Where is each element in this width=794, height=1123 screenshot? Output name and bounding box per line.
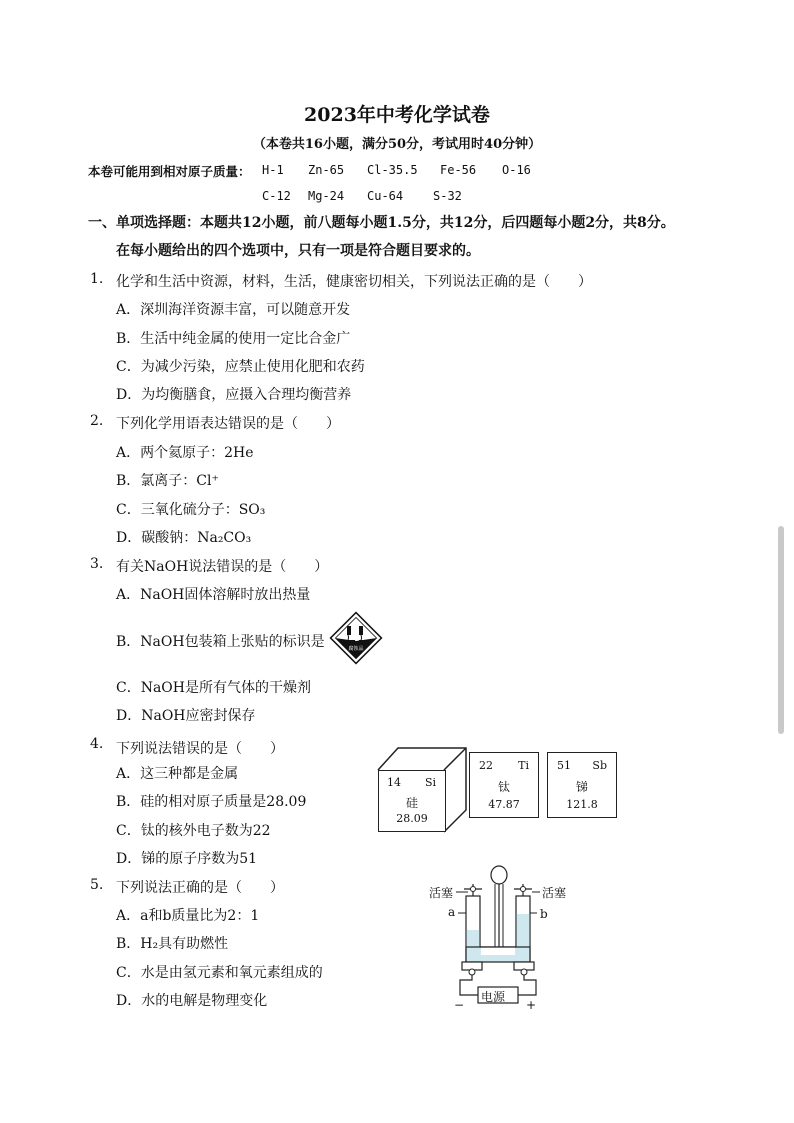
element-symbol: Sb bbox=[592, 759, 607, 772]
question-option: C．钛的核外电子数为22 bbox=[116, 823, 271, 839]
question-number: 5. bbox=[90, 877, 104, 893]
question-option: D．为均衡膳食，应摄入合理均衡营养 bbox=[116, 387, 352, 403]
element-number: 14 bbox=[387, 776, 401, 789]
question-option: D．NaOH应密封保存 bbox=[116, 708, 256, 724]
question-number: 3. bbox=[90, 556, 104, 572]
question-option: B．NaOH包装箱上张贴的标识是 bbox=[116, 634, 325, 650]
question-option: A．这三种都是金属 bbox=[116, 766, 239, 782]
question-option: D．碳酸钠：Na₂CO₃ bbox=[116, 530, 252, 546]
element-mass: 28.09 bbox=[396, 812, 428, 825]
atomic-mass-item: Fe-56 bbox=[440, 163, 477, 177]
question-option: A．NaOH固体溶解时放出热量 bbox=[116, 587, 311, 603]
question-number: 1. bbox=[90, 271, 104, 287]
question-option: C．水是由氢元素和氧元素组成的 bbox=[116, 965, 323, 981]
question-option: B．氯离子：Cl⁺ bbox=[116, 473, 219, 489]
question-option: A．a和b质量比为2：1 bbox=[116, 908, 260, 924]
element-cell-sb bbox=[547, 752, 617, 818]
element-cell-ti bbox=[469, 752, 539, 818]
atomic-mass-item: C-12 bbox=[262, 189, 291, 203]
power-supply-label: 电源 bbox=[481, 990, 506, 1004]
vertical-scrollbar[interactable] bbox=[778, 526, 784, 734]
hazard-label: 腐蚀品 bbox=[348, 646, 364, 652]
element-mass: 47.87 bbox=[488, 798, 520, 811]
element-symbol: Si bbox=[424, 776, 436, 789]
question-option: C．NaOH是所有气体的干燥剂 bbox=[116, 680, 311, 696]
question-option: B．H₂具有助燃性 bbox=[116, 936, 229, 952]
corrosive-hazard-icon bbox=[328, 610, 384, 670]
valve-label-right: 活塞 bbox=[542, 886, 567, 900]
element-number: 51 bbox=[557, 759, 571, 772]
section-heading: 一、单项选择题：本题共12小题，前八题每小题1.5分，共12分，后四题每小题2分，共8分。 bbox=[88, 215, 675, 231]
question-option: D．水的电解是物理变化 bbox=[116, 993, 268, 1009]
element-cell-si bbox=[378, 770, 446, 832]
element-symbol: Ti bbox=[518, 759, 529, 772]
question-stem: 下列化学用语表达错误的是（ ） bbox=[116, 416, 340, 432]
positive-terminal-label: + bbox=[526, 998, 537, 1012]
valve-label-left: 活塞 bbox=[429, 886, 454, 900]
question-option: C．三氧化硫分子：SO₃ bbox=[116, 502, 266, 518]
question-option: D．锑的原子序数为51 bbox=[116, 851, 258, 867]
question-option: A．两个氦原子：2He bbox=[116, 445, 254, 461]
atomic-mass-item: Zn-65 bbox=[308, 163, 345, 177]
question-number: 4. bbox=[90, 736, 104, 752]
question-option: A．深圳海洋资源丰富，可以随意开发 bbox=[116, 302, 351, 318]
page-title: 2023年中考化学试卷 bbox=[304, 104, 490, 126]
question-stem: 有关NaOH说法错误的是（ ） bbox=[116, 559, 329, 575]
atomic-mass-item: Cl-35.5 bbox=[367, 163, 418, 177]
element-name: 硅 bbox=[405, 796, 418, 810]
element-number: 22 bbox=[479, 759, 493, 772]
atomic-mass-label: 本卷可能用到相对原子质量： bbox=[88, 164, 251, 179]
question-stem: 下列说法错误的是（ ） bbox=[116, 741, 284, 757]
question-stem: 化学和生活中资源，材料，生活，健康密切相关，下列说法正确的是（ ） bbox=[116, 274, 592, 290]
atomic-mass-item: Cu-64 bbox=[367, 189, 404, 203]
element-name: 钛 bbox=[497, 780, 510, 794]
question-number: 2. bbox=[90, 413, 104, 429]
atomic-mass-item: Mg-24 bbox=[308, 189, 345, 203]
tube-label-a: a bbox=[448, 905, 456, 919]
element-name: 锑 bbox=[575, 780, 588, 794]
atomic-mass-item: O-16 bbox=[502, 163, 531, 177]
question-option: C．为减少污染，应禁止使用化肥和农药 bbox=[116, 359, 365, 375]
question-option: B．硅的相对原子质量是28.09 bbox=[116, 794, 307, 810]
page-subtitle: （本卷共16小题，满分50分，考试用时40分钟） bbox=[252, 137, 542, 152]
section-instruction: 在每小题给出的四个选项中，只有一项是符合题目要求的。 bbox=[116, 243, 480, 259]
negative-terminal-label: − bbox=[454, 998, 465, 1012]
tube-label-b: b bbox=[540, 907, 548, 921]
question-option: B．生活中纯金属的使用一定比合金广 bbox=[116, 331, 351, 347]
atomic-mass-item: H-1 bbox=[262, 163, 284, 177]
atomic-mass-item: S-32 bbox=[433, 189, 462, 203]
element-mass: 121.8 bbox=[566, 798, 598, 811]
question-stem: 下列说法正确的是（ ） bbox=[116, 880, 284, 896]
